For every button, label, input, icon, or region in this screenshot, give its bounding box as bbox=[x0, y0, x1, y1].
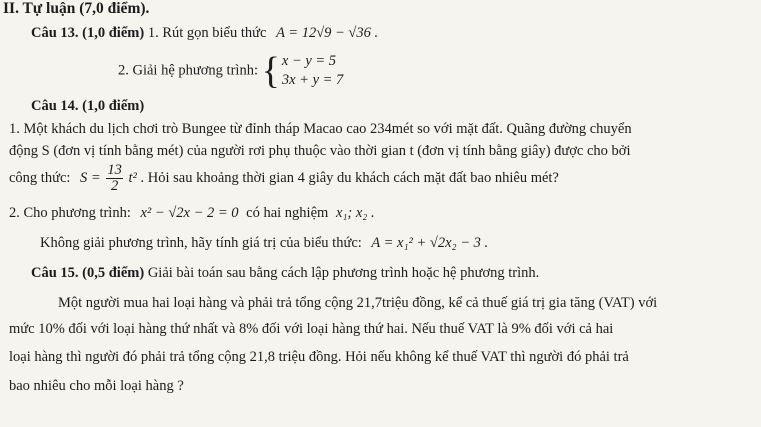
target-expression: A = x₁² + √2x₂ − 3 . bbox=[371, 235, 489, 251]
q15-line1: Một người mua hai loại hàng và phải trả tổng cộng 21,7triệu đồng, kể cả thuế giá trị gia tăng (VAT) với bbox=[58, 295, 658, 311]
q14-part1-line2: động S (đơn vị tính bằng mét) của người rơi phụ thuộc vào thời gian t (đơn vị tính bằng giây) được cho bởi bbox=[9, 143, 631, 159]
fraction-denominator: 2 bbox=[110, 178, 119, 194]
q15-line4: bao nhiêu cho mỗi loại hàng ? bbox=[9, 378, 184, 394]
equation-roots: x₁; x₂ . bbox=[335, 205, 375, 221]
q14-part1-line1: 1. Một khách du lịch chơi trò Bungee từ đỉnh tháp Macao cao 234mét so với mặt đất. Quãng đường chuyển bbox=[9, 121, 632, 137]
q13-row1 bbox=[31, 25, 378, 42]
q13-row2 bbox=[118, 52, 343, 90]
q14-part2-line1 bbox=[9, 205, 375, 222]
fraction-numerator: 13 bbox=[107, 162, 122, 178]
expression-prefix: Không giải phương trình, hãy tính giá trị của biểu thức: bbox=[40, 235, 362, 251]
q13-part2-text: 2. Giải hệ phương trình: bbox=[118, 62, 258, 79]
quadratic-equation: x² − √2x − 2 = 0 bbox=[140, 205, 239, 221]
q13-part1-expression: A = 12√9 − √36 . bbox=[276, 25, 379, 41]
equation-suffix: có hai nghiệm bbox=[246, 205, 329, 221]
equation-prefix: 2. Cho phương trình: bbox=[9, 205, 131, 221]
formula-lhs: S = bbox=[80, 170, 101, 186]
formula-fraction bbox=[106, 163, 123, 194]
q15-line2: mức 10% đối với loại hàng thứ nhất và 8% đối với loại hàng thứ hai. Nếu thuế VAT là 9% đối với cả hai bbox=[9, 321, 614, 337]
q15-header bbox=[31, 265, 539, 282]
q15-line3: loại hàng thì người đó phải trả tổng cộng 21,8 triệu đồng. Hỏi nếu không kể thuế VAT thì người đó phải trả bbox=[9, 349, 629, 365]
q13-part1-text: 1. Rút gọn biểu thức bbox=[147, 25, 267, 41]
equation-system bbox=[262, 52, 344, 90]
q14-label: Câu 14. (1,0 điểm) bbox=[31, 98, 145, 114]
formula-prefix: công thức: bbox=[9, 170, 71, 186]
formula-t-squared: t² bbox=[128, 170, 137, 186]
q14-part1-line3 bbox=[9, 163, 559, 194]
q15-intro: Giải bài toán sau bằng cách lập phương trình hoặc hệ phương trình. bbox=[147, 265, 540, 281]
q15-label: Câu 15. (0,5 điểm) bbox=[31, 265, 145, 281]
system-equation-1: x − y = 5 bbox=[281, 53, 337, 69]
brace-icon: { bbox=[261, 50, 280, 92]
q14-part2-line2 bbox=[40, 235, 488, 252]
section-title: II. Tự luận (7,0 điểm). bbox=[3, 0, 150, 17]
formula-question: . Hỏi sau khoảng thời gian 4 giây du khách cách mặt đất bao nhiêu mét? bbox=[140, 170, 559, 186]
system-equation-2: 3x + y = 7 bbox=[281, 72, 344, 88]
q13-label: Câu 13. (1,0 điểm) bbox=[31, 25, 145, 41]
